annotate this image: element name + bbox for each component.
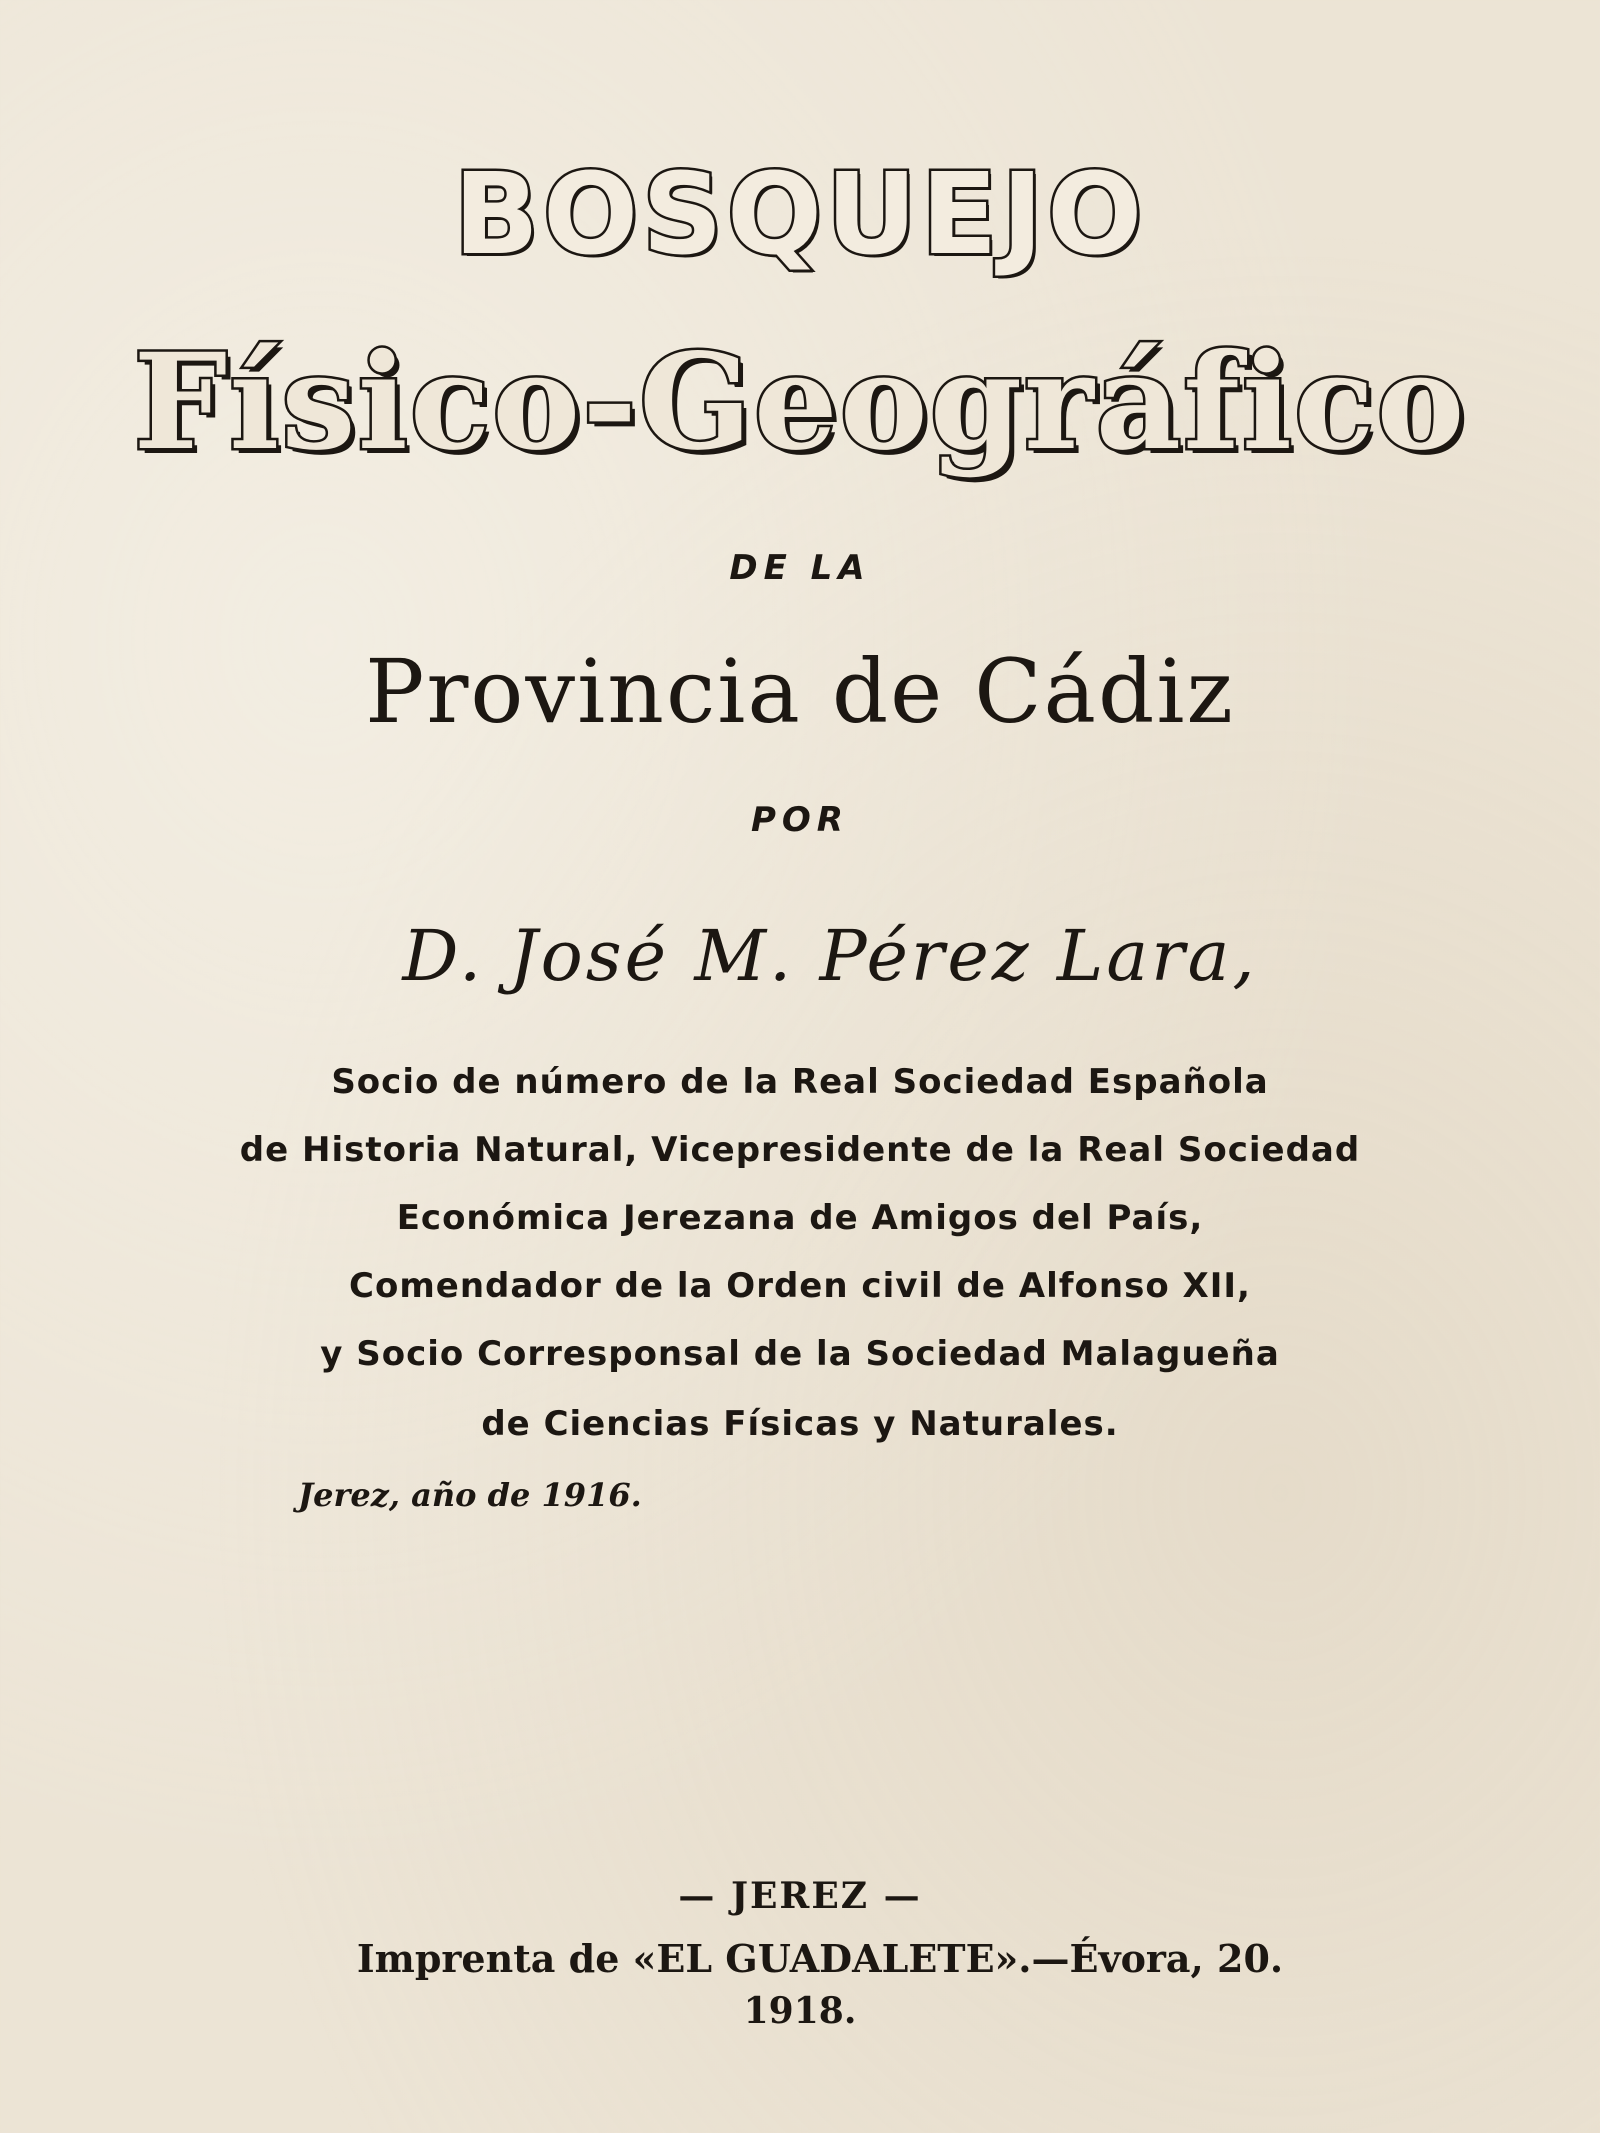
imprint-city: — JEREZ —: [678, 1875, 922, 1917]
imprint-year: 1918.: [743, 1990, 857, 2032]
date-line: Jerez, año de 1916.: [298, 1476, 642, 1514]
by-label: POR: [750, 800, 849, 840]
title-fisico-geografico: Físico-Geográfico: [133, 325, 1467, 480]
credential-line: Económica Jerezana de Amigos del País,: [396, 1198, 1204, 1238]
credential-line: de Ciencias Físicas y Naturales.: [481, 1404, 1119, 1444]
credential-line: Comendador de la Orden civil de Alfonso XII,: [349, 1266, 1251, 1306]
title-bosquejo: BOSQUEJO: [453, 150, 1147, 280]
credential-line: Socio de número de la Real Sociedad Española: [331, 1062, 1269, 1102]
connector-de-la: DE LA: [729, 548, 871, 588]
subject-provincia: Provincia de Cádiz: [365, 640, 1235, 743]
credential-line: de Historia Natural, Vicepresidente de la Real Sociedad: [239, 1130, 1361, 1170]
imprint-printer: Imprenta de «EL GUADALETE».—Évora, 20.: [356, 1936, 1284, 1981]
author-name: D. José M. Pérez Lara,: [402, 915, 1258, 997]
credential-line: y Socio Corresponsal de la Sociedad Malagueña: [320, 1334, 1280, 1374]
